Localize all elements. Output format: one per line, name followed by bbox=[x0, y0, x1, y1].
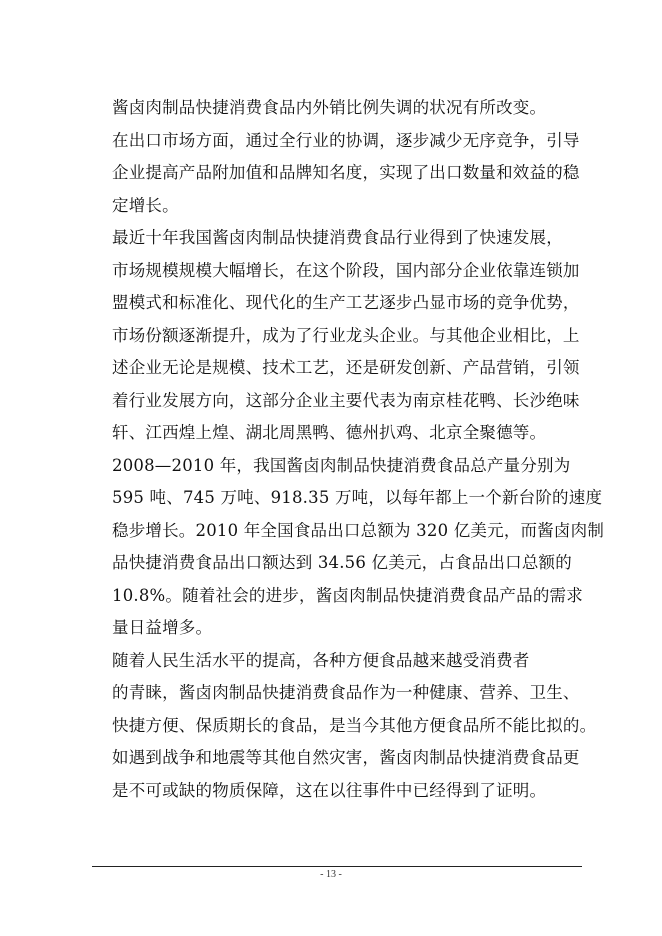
text-line: 2008—2010 年，我国酱卤肉制品快捷消费食品总产量分别为 bbox=[112, 455, 571, 475]
text-line: 随着人民生活水平的提高，各种方便食品越来越受消费者 bbox=[112, 650, 530, 670]
text-line: 着行业发展方向，这部分企业主要代表为南京桂花鸭、长沙绝味 bbox=[112, 390, 580, 410]
text-line: 595 吨、745 万吨、918.35 万吨，以每年都上一个新台阶的速度 bbox=[112, 488, 603, 507]
text-line: 企业提高产品附加值和品牌知名度，实现了出口数量和效益的稳 bbox=[112, 163, 580, 182]
text-line: 快捷方便、保质期长的食品，是当今其他方便食品所不能比拟的。 bbox=[112, 715, 597, 735]
text-line: 最近十年我国酱卤肉制品快捷消费食品行业得到了快速发展， bbox=[112, 228, 563, 247]
text-line: 是不可或缺的物质保障，这在以往事件中已经得到了证明。 bbox=[112, 780, 547, 800]
text-line: 量日益增多。 bbox=[112, 618, 213, 637]
text-line: 市场份额逐渐提升，成为了行业龙头企业。与其他企业相比，上 bbox=[112, 325, 580, 345]
footer-divider bbox=[92, 866, 582, 867]
paragraph bbox=[112, 92, 582, 222]
text-line: 的青睐，酱卤肉制品快捷消费食品作为一种健康、营养、卫生、 bbox=[112, 683, 580, 702]
text-line: 在出口市场方面，通过全行业的协调，逐步减少无序竞争，引导 bbox=[112, 130, 580, 150]
text-line: 10.8%。随着社会的进步，酱卤肉制品快捷消费食品产品的需求 bbox=[112, 585, 583, 605]
page-number: - 13 - bbox=[320, 869, 342, 880]
text-line: 定增长。 bbox=[112, 195, 179, 215]
text-line: 市场规模规模大幅增长，在这个阶段，国内部分企业依靠连锁加 bbox=[112, 260, 580, 280]
paragraph bbox=[112, 645, 597, 808]
text-line: 品快捷消费食品出口额达到 34.56 亿美元，占食品出口总额的 bbox=[112, 553, 572, 572]
paragraph bbox=[112, 222, 582, 450]
text-line: 轩、江西煌上煌、湖北周黑鸭、德州扒鸡、北京全聚德等。 bbox=[112, 423, 547, 442]
document-body bbox=[112, 92, 605, 807]
text-line: 盟模式和标准化、现代化的生产工艺逐步凸显市场的竞争优势， bbox=[112, 293, 580, 312]
text-line: 酱卤肉制品快捷消费食品内外销比例失调的状况有所改变。 bbox=[112, 98, 547, 117]
text-line: 如遇到战争和地震等其他自然灾害，酱卤肉制品快捷消费食品更 bbox=[112, 748, 580, 767]
text-line: 稳步增长。2010 年全国食品出口总额为 320 亿美元，而酱卤肉制 bbox=[112, 520, 605, 540]
paragraph bbox=[112, 450, 605, 645]
text-line: 述企业无论是规模、技术工艺，还是研发创新、产品营销，引领 bbox=[112, 358, 580, 377]
